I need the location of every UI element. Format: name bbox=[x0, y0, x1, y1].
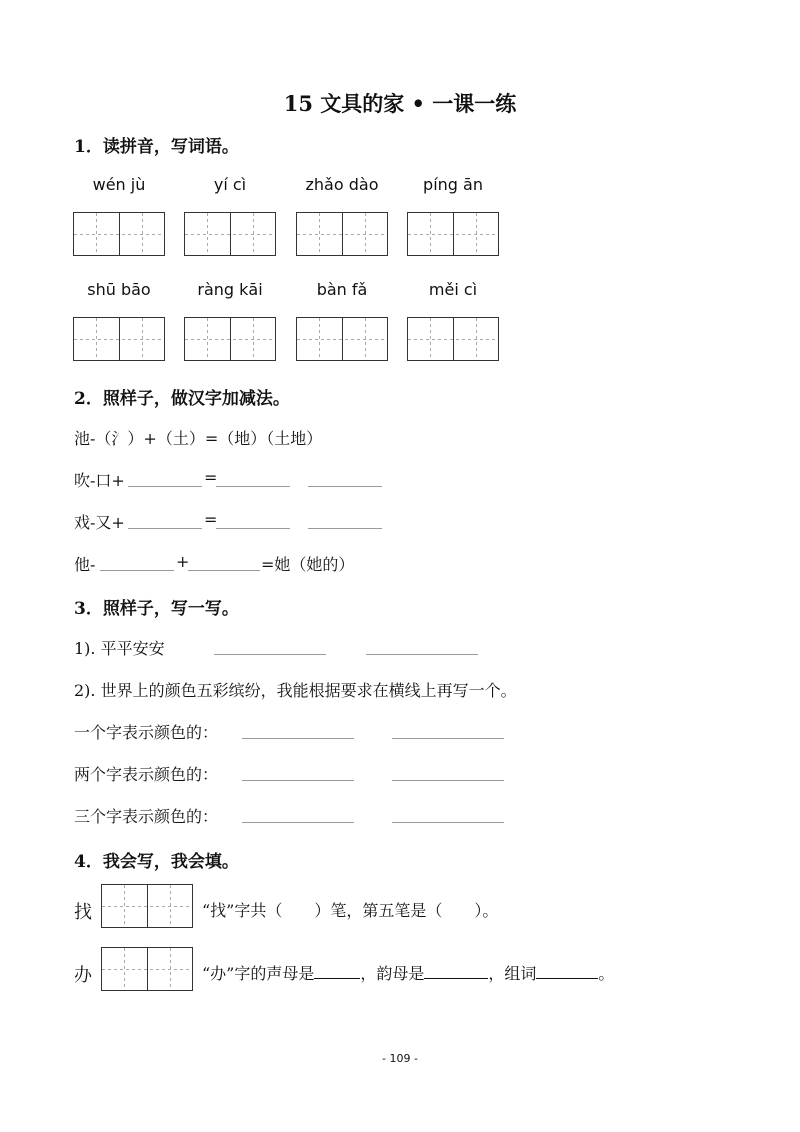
q2-line1-start: 吹-口+ bbox=[74, 471, 125, 490]
answer-blank[interactable] bbox=[242, 822, 354, 823]
answer-blank[interactable] bbox=[392, 822, 504, 823]
q2-line3-result: =她（她的） bbox=[261, 555, 355, 574]
q4-char-zhao: 找 bbox=[74, 902, 92, 923]
q2-line2-equals: = bbox=[204, 510, 218, 529]
answer-blank[interactable] bbox=[308, 486, 382, 487]
q4-line2-c: ，组词 bbox=[488, 964, 537, 983]
q3-heading: 3．照样子，写一写。 bbox=[74, 599, 239, 619]
q2-line3-plus: + bbox=[176, 552, 190, 571]
writing-grid[interactable] bbox=[101, 947, 193, 991]
writing-grid[interactable] bbox=[296, 317, 388, 361]
answer-blank[interactable] bbox=[536, 962, 598, 979]
pinyin: bàn fǎ bbox=[316, 280, 368, 299]
pinyin: měi cì bbox=[428, 280, 478, 299]
q2-line1-equals: = bbox=[204, 468, 218, 487]
writing-grid[interactable] bbox=[73, 317, 165, 361]
q2-example: 池-（氵）+（土）=（地）（土地） bbox=[74, 429, 323, 448]
q4-char-ban: 办 bbox=[74, 965, 92, 986]
answer-blank[interactable] bbox=[128, 486, 202, 487]
answer-blank[interactable] bbox=[242, 738, 354, 739]
q4-heading: 4．我会写，我会填。 bbox=[74, 852, 239, 872]
answer-blank[interactable] bbox=[314, 962, 360, 979]
pinyin: ràng kāi bbox=[197, 280, 263, 299]
answer-blank[interactable] bbox=[214, 654, 326, 655]
writing-grid[interactable] bbox=[73, 212, 165, 256]
answer-blank[interactable] bbox=[216, 528, 290, 529]
pinyin: píng ān bbox=[423, 175, 483, 194]
answer-blank[interactable] bbox=[216, 486, 290, 487]
writing-grid[interactable] bbox=[184, 317, 276, 361]
answer-blank[interactable] bbox=[242, 780, 354, 781]
q3-item1: 1). 平平安安 bbox=[74, 639, 165, 658]
q4-line1: “找”字共（ ）笔，第五笔是（ ）。 bbox=[202, 901, 499, 920]
answer-blank[interactable] bbox=[188, 570, 260, 571]
answer-blank[interactable] bbox=[392, 738, 504, 739]
q1-heading: 1．读拼音，写词语。 bbox=[74, 137, 239, 157]
writing-grid[interactable] bbox=[407, 317, 499, 361]
q3-one-char: 一个字表示颜色的： bbox=[74, 723, 219, 742]
q2-line3-start: 他- bbox=[74, 555, 96, 574]
q4-line2-a: “办”字的声母是 bbox=[202, 964, 315, 983]
pinyin: yí cì bbox=[213, 175, 247, 194]
answer-blank[interactable] bbox=[308, 528, 382, 529]
answer-blank[interactable] bbox=[100, 570, 174, 571]
q4-line2-b: ，韵母是 bbox=[360, 964, 425, 983]
answer-blank[interactable] bbox=[392, 780, 504, 781]
page-number: - 109 - bbox=[382, 1052, 418, 1065]
writing-grid[interactable] bbox=[296, 212, 388, 256]
writing-grid[interactable] bbox=[184, 212, 276, 256]
answer-blank[interactable] bbox=[366, 654, 478, 655]
pinyin: wén jù bbox=[92, 175, 146, 194]
answer-blank[interactable] bbox=[424, 962, 488, 979]
q3-item2: 2). 世界上的颜色五彩缤纷，我能根据要求在横线上再写一个。 bbox=[74, 681, 517, 700]
answer-blank[interactable] bbox=[128, 528, 202, 529]
q4-line2-d: 。 bbox=[598, 964, 615, 983]
page-title: 15 文具的家 • 一课一练 bbox=[283, 91, 517, 116]
q3-three-char: 三个字表示颜色的： bbox=[74, 807, 219, 826]
q3-two-char: 两个字表示颜色的： bbox=[74, 765, 219, 784]
pinyin: shū bāo bbox=[87, 280, 151, 299]
q4-line2 bbox=[202, 961, 614, 984]
q2-heading: 2．照样子，做汉字加减法。 bbox=[74, 389, 290, 409]
writing-grid[interactable] bbox=[101, 884, 193, 928]
pinyin: zhǎo dào bbox=[305, 175, 379, 194]
q2-line2-start: 戏-又+ bbox=[74, 513, 125, 532]
writing-grid[interactable] bbox=[407, 212, 499, 256]
